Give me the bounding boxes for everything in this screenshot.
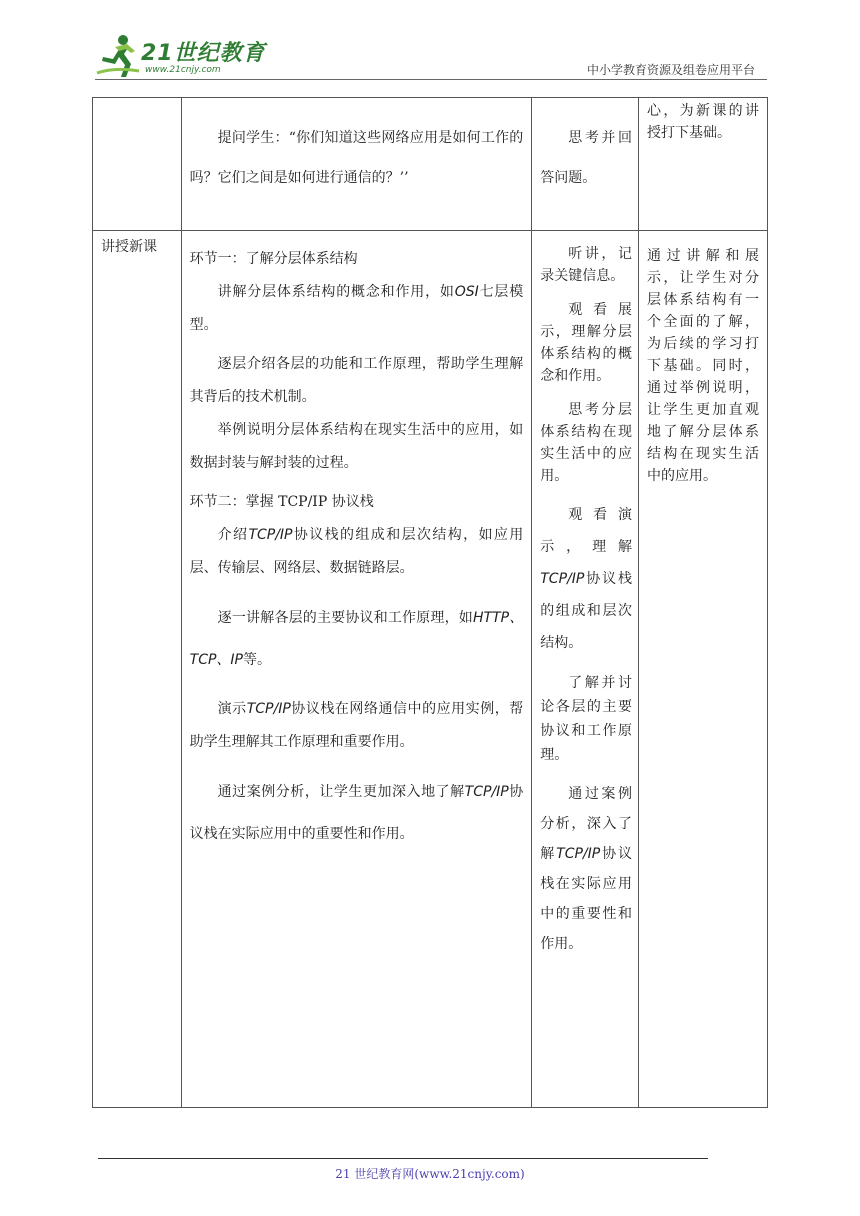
- design-intent-text: 心，为新课的讲授打下基础。: [647, 103, 759, 141]
- text: 观看演示，理解: [540, 507, 633, 555]
- paragraph: 逐层介绍各层的功能和工作原理，帮助学生理解其背后的技术机制。: [189, 356, 524, 405]
- page-header: [0, 0, 860, 90]
- text: 七层模型。: [189, 284, 524, 333]
- paragraph: [190, 519, 524, 585]
- text: 逐一讲解各层的主要协议和工作原理，如: [217, 610, 473, 626]
- text: 协议栈在实际应用中的重要性和作用。: [189, 784, 524, 842]
- text: 介绍: [217, 527, 249, 543]
- term: TCP/IP: [464, 784, 509, 800]
- paragraph: [190, 597, 524, 681]
- step-one-title: 环节一：了解分层体系结构: [189, 251, 358, 267]
- term: OSI: [454, 284, 479, 300]
- student-activity-cell: [532, 98, 639, 231]
- paragraph: [190, 276, 524, 342]
- design-intent-text: 通过讲解和展示，让学生对分层体系结构有一个全面的了解，为后续的学习打下基础。同时，通过举例说明，让学生更加直观地了解分层体系结构在现实生活中的应用。: [647, 248, 759, 484]
- platform-name: 中小学教育资源及组卷应用平台: [586, 63, 755, 77]
- student-activity-text: 听讲，记录关键信息。: [540, 246, 633, 284]
- logo-url: www.21cnjy.com: [145, 65, 221, 75]
- text: 讲解分层体系结构的概念和作用，如: [217, 284, 455, 300]
- text: 协议栈的组成和层次结构。: [540, 571, 633, 651]
- student-activity-text: 思考并回答问题。: [540, 130, 633, 186]
- footer-link[interactable]: 21 世纪教育网(www.21cnjy.com): [335, 1167, 525, 1181]
- question-paragraph: 提问学生：“你们知道这些网络应用是如何工作的吗？它们之间是如何进行通信的？’’: [189, 130, 524, 186]
- student-activity-cell: [532, 231, 639, 1108]
- text: 等。: [243, 652, 271, 668]
- design-intent-cell: [639, 98, 768, 231]
- teacher-activity-cell: [181, 231, 532, 1108]
- stage-cell: [93, 231, 182, 1108]
- text: 协议栈在实际应用中的重要性和作用。: [540, 846, 633, 952]
- text: 协议栈的组成和层次结构，如应用层、传输层、网络层、数据链路层。: [189, 527, 524, 576]
- design-intent-cell: [639, 231, 768, 1108]
- runner-logo-icon: [95, 33, 141, 79]
- stage-cell: [93, 98, 182, 231]
- paragraph: 举例说明分层体系结构在现实生活中的应用，如数据封装与解封装的过程。: [189, 422, 524, 471]
- text: 演示: [217, 701, 247, 717]
- lesson-plan-table: [92, 97, 768, 1108]
- student-activity-text: [540, 499, 632, 659]
- term: TCP/IP: [556, 846, 601, 862]
- student-activity-text: [540, 779, 632, 959]
- term: TCP/IP: [246, 701, 291, 717]
- term: HTTP、TCP、IP: [189, 610, 524, 668]
- student-activity-text: 思考分层体系结构在现实生活中的应用。: [540, 402, 633, 484]
- footer-divider: [98, 1158, 708, 1159]
- paragraph: [190, 771, 524, 855]
- logo-text: 21世纪教育: [141, 41, 266, 66]
- header-divider: [95, 79, 767, 80]
- table-row: [93, 98, 768, 231]
- student-activity-text: 观看展示，理解分层体系结构的概念和作用。: [540, 302, 633, 384]
- text: 通过案例分析，让学生更加深入地了解: [217, 784, 465, 800]
- step-two-title: 环节二：掌握 TCP/IP 协议栈: [189, 494, 374, 510]
- term: TCP/IP: [248, 527, 293, 543]
- paragraph: [190, 693, 524, 759]
- teacher-activity-cell: [181, 98, 532, 231]
- student-activity-text: 了解并讨论各层的主要协议和工作原理。: [540, 675, 633, 763]
- text: 协议栈在网络通信中的应用实例，帮助学生理解其工作原理和重要作用。: [189, 701, 524, 750]
- term: TCP/IP: [540, 571, 585, 587]
- text: 通过案例分析，深入了解: [540, 786, 633, 862]
- site-logo[interactable]: [95, 33, 265, 81]
- stage-label: 讲授新课: [101, 239, 157, 255]
- table-row: [93, 231, 768, 1108]
